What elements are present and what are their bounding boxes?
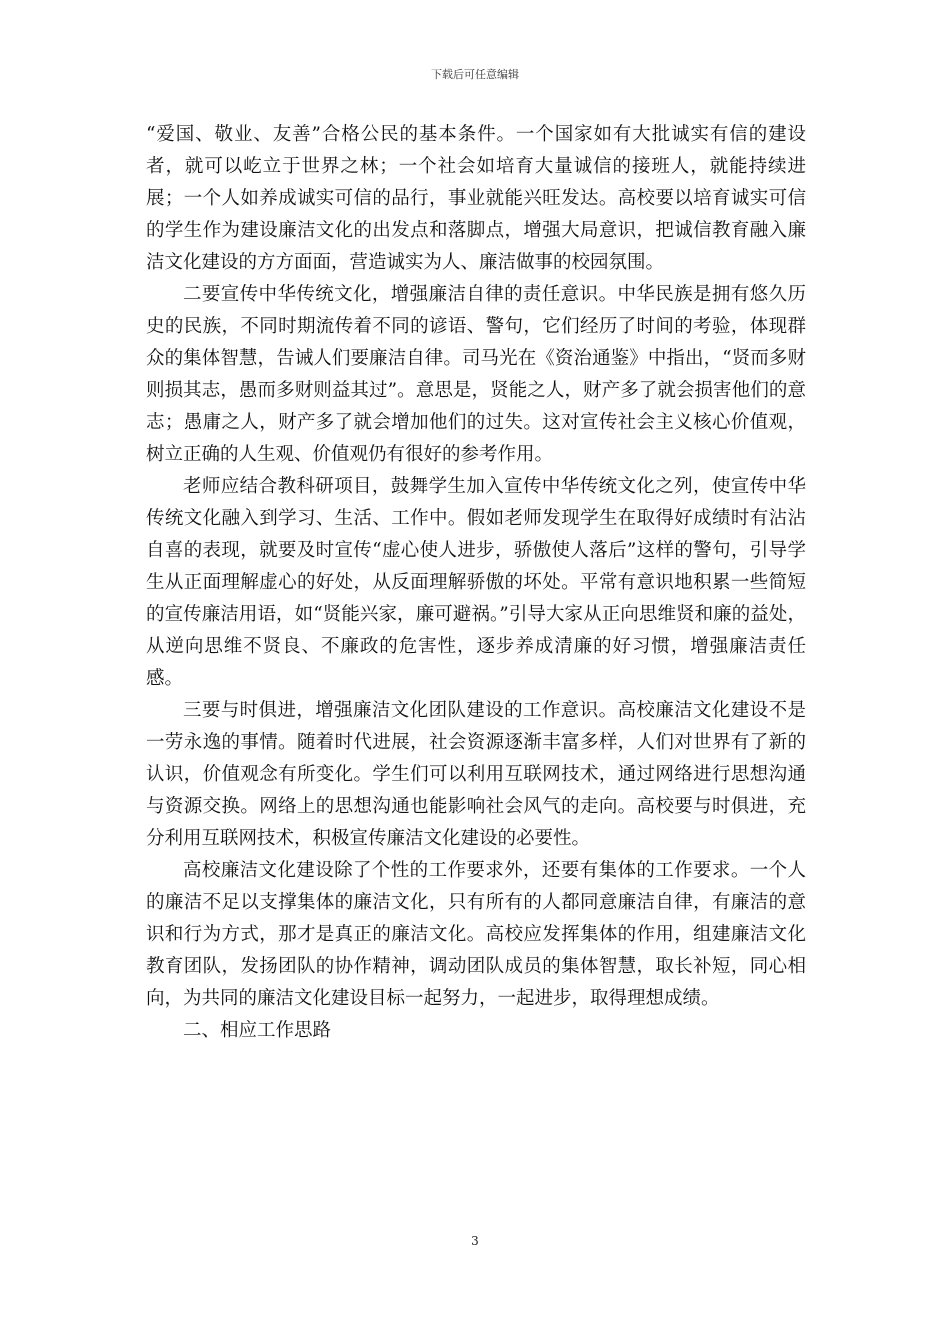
document-body	[146, 119, 806, 1047]
paragraph-collective-requirement: 高校廉洁文化建设除了个性的工作要求外，还要有集体的工作要求。一个人的廉洁不足以支撑集体的廉洁文化，只有所有的人都同意廉洁自律，有廉洁的意识和行为方式，那才是真正的廉洁文化。高校应发挥集体的作用，组建廉洁文化教育团队，发扬团队的协作精神，调动团队成员的集体智慧，取长补短，同心相向，为共同的廉洁文化建设目标一起努力，一起进步，取得理想成绩。	[146, 860, 806, 1009]
paragraph-continuation: “爱国、敬业、友善”合格公民的基本条件。一个国家如有大批诚实有信的建设者，就可以屹立于世界之林；一个社会如培育大量诚信的接班人，就能持续进展；一个人如养成诚实可信的品行，事业就能兴旺发达。高校要以培育诚实可信的学生作为建设廉洁文化的出发点和落脚点，增强大局意识，把诚信教育融入廉洁文化建设的方方面面，营造诚实为人、廉洁做事的校园氛围。	[146, 124, 806, 273]
paragraph-traditional-culture: 二要宣传中华传统文化，增强廉洁自律的责任意识。中华民族是拥有悠久历史的民族，不同时期流传着不同的谚语、警句，它们经历了时间的考验，体现群众的集体智慧，告诫人们要廉洁自律。司马光在《资治通鉴》中指出，“贤而多财则损其志，愚而多财则益其过”。意思是，贤能之人，财产多了就会损害他们的意志；愚庸之人，财产多了就会增加他们的过失。这对宣传社会主义核心价值观，树立正确的人生观、价值观仍有很好的参考作用。	[146, 284, 806, 465]
paragraph-teacher-guidance: 老师应结合教科研项目，鼓舞学生加入宣传中华传统文化之列，使宣传中华传统文化融入到学习、生活、工作中。假如老师发现学生在取得好成绩时有沾沾自喜的表现，就要及时宣传“虚心使人进步，骄傲使人落后”这样的警句，引导学生从正面理解虚心的好处，从反面理解骄傲的坏处。平常有意识地积累一些简短的宣传廉洁用语，如“贤能兴家，廉可避祸。”引导大家从正向思维贤和廉的益处，从逆向思维不贤良、不廉政的危害性，逐步养成清廉的好习惯，增强廉洁责任感。	[146, 476, 806, 689]
page-header: 下载后可任意编辑	[431, 68, 519, 81]
paragraph-keep-pace: 三要与时俱进，增强廉洁文化团队建设的工作意识。高校廉洁文化建设不是一劳永逸的事情。随着时代进展，社会资源逐渐丰富多样，人们对世界有了新的认识，价值观念有所变化。学生们可以利用互联网技术，通过网络进行思想沟通与资源交换。网络上的思想沟通也能影响社会风气的走向。高校要与时俱进，充分利用互联网技术，积极宣传廉洁文化建设的必要性。	[146, 700, 806, 849]
page-number: 3	[471, 1234, 479, 1248]
section-heading: 二、相应工作思路	[183, 1020, 332, 1041]
